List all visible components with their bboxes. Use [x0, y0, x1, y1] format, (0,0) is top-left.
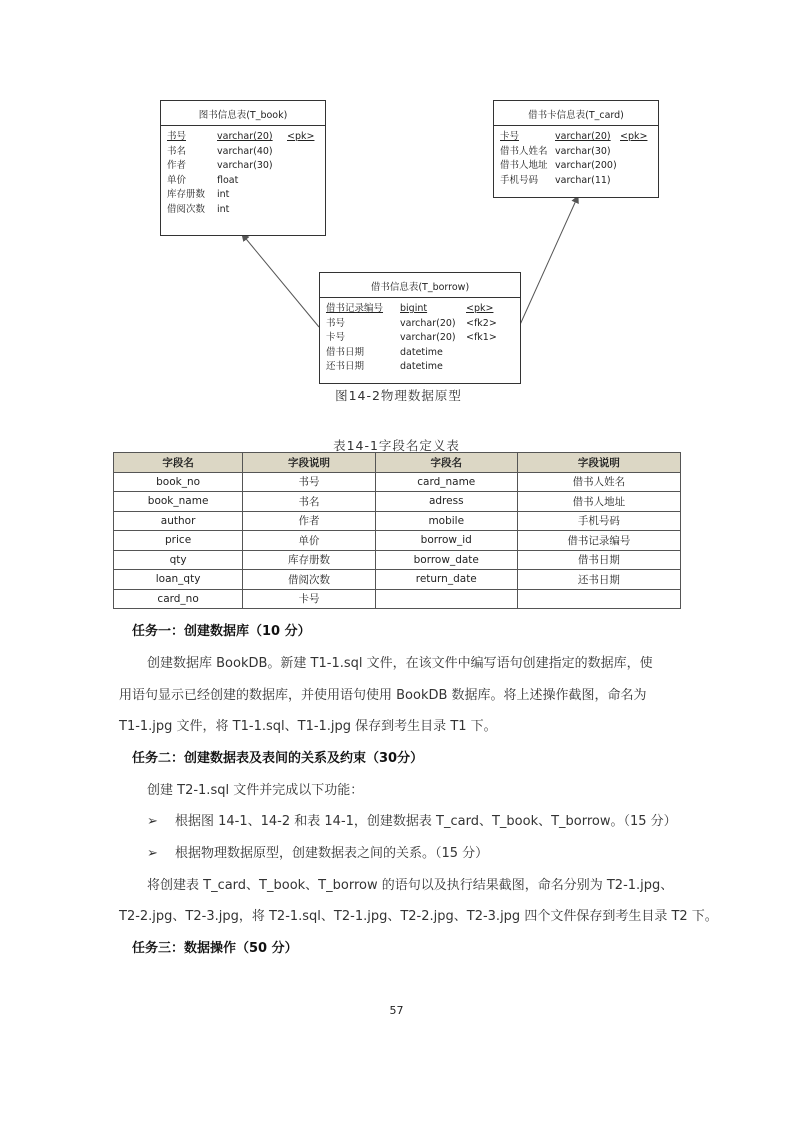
table-cell: author — [114, 511, 243, 531]
bullet-arrow-icon: ➢ — [147, 814, 158, 829]
entity-field-row — [500, 130, 652, 145]
field-name: 借书人地址 — [500, 160, 548, 171]
table-cell: 单价 — [243, 531, 376, 551]
table-row — [114, 550, 681, 570]
table-cell: 作者 — [243, 511, 376, 531]
task1-paragraph-line: 用语句显示已经创建的数据库，并使用语句使用 BookDB 数据库。将上述操作截图，命名为 — [119, 688, 647, 703]
field-name: 单价 — [167, 174, 187, 186]
field-name: 作者 — [167, 160, 187, 171]
field-type: datetime — [400, 361, 443, 372]
table-cell: card_name — [375, 472, 517, 492]
entity-field-row — [500, 145, 652, 160]
field-name: 手机号码 — [500, 174, 539, 186]
field-type: varchar(20) — [555, 131, 611, 142]
field-key: <fk2> — [466, 317, 497, 329]
column-header: 字段说明 — [243, 453, 376, 473]
entity-field-row — [500, 159, 652, 174]
table-cell: 借阅次数 — [243, 570, 376, 590]
borrow-to-card-line — [519, 196, 578, 327]
table-cell: 借书记录编号 — [517, 531, 680, 551]
table-cell: 还书日期 — [517, 570, 680, 590]
field-key: <fk1> — [466, 332, 497, 343]
task1-paragraph-line: T1-1.jpg 文件，将 T1-1.sql、T1-1.jpg 保存到考生目录 T1 下。 — [119, 719, 497, 734]
entity-field-row — [326, 360, 514, 375]
table-cell: mobile — [375, 511, 517, 531]
field-key: <pk> — [466, 303, 494, 314]
task2-heading: 任务二：创建数据表及表间的关系及约束（30分） — [132, 751, 424, 766]
entity-title: 借书信息表(T_borrow) — [320, 273, 520, 298]
field-type: float — [217, 174, 239, 186]
table-cell: 手机号码 — [517, 511, 680, 531]
field-type: varchar(11) — [555, 174, 611, 186]
field-type: varchar(20) — [400, 317, 456, 329]
task1-heading: 任务一：创建数据库（10 分） — [132, 624, 311, 639]
page-number: 57 — [389, 1004, 404, 1017]
entity-title: 图书信息表(T_book) — [161, 101, 325, 126]
table-row — [114, 472, 681, 492]
table-cell: borrow_id — [375, 531, 517, 551]
field-type: datetime — [400, 346, 443, 358]
table-cell: card_no — [114, 589, 243, 609]
entity-field-row — [326, 317, 514, 332]
field-type: int — [217, 189, 230, 200]
entity-title: 借书卡信息表(T_card) — [494, 101, 658, 126]
entity-t-borrow — [319, 272, 521, 384]
field-name: 库存册数 — [167, 189, 206, 200]
entity-field-row — [326, 331, 514, 346]
field-type: bigint — [400, 303, 428, 314]
table-row — [114, 531, 681, 551]
table-caption: 表14-1字段名定义表 — [333, 438, 460, 453]
table-cell: 借书人姓名 — [517, 472, 680, 492]
field-key: <pk> — [620, 131, 648, 142]
column-header: 字段名 — [114, 453, 243, 473]
table-cell: 卡号 — [243, 589, 376, 609]
entity-field-row — [167, 145, 319, 160]
borrow-to-book-line — [242, 234, 319, 327]
table-header-row — [114, 453, 681, 473]
entity-fields — [320, 298, 520, 381]
field-name: 借书日期 — [326, 346, 365, 358]
table-cell: 借书人地址 — [517, 492, 680, 512]
table-cell: 书名 — [243, 492, 376, 512]
table-cell: book_no — [114, 472, 243, 492]
entity-field-row — [167, 130, 319, 145]
field-key: <pk> — [287, 131, 315, 142]
entity-field-row — [167, 188, 319, 203]
table-cell: book_name — [114, 492, 243, 512]
table-row — [114, 492, 681, 512]
entity-t-book — [160, 100, 326, 236]
entity-t-card — [493, 100, 659, 198]
entity-fields — [161, 126, 325, 223]
bullet-item — [147, 844, 717, 864]
field-name: 卡号 — [500, 131, 520, 142]
field-type: varchar(20) — [400, 332, 456, 343]
task2-paragraph-line: T2-2.jpg、T2-3.jpg，将 T2-1.sql、T2-1.jpg、T2-2.jpg、T2-3.jpg 四个文件保存到考生目录 T2 下。 — [119, 909, 718, 924]
field-type: varchar(200) — [555, 160, 617, 171]
entity-fields — [494, 126, 658, 194]
table-row — [114, 589, 681, 609]
table-cell: 借书日期 — [517, 550, 680, 570]
field-name: 还书日期 — [326, 361, 365, 372]
table-cell: 书号 — [243, 472, 376, 492]
column-header: 字段名 — [375, 453, 517, 473]
table-row — [114, 570, 681, 590]
table-cell — [517, 589, 680, 609]
field-type: varchar(30) — [217, 160, 273, 171]
column-header: 字段说明 — [517, 453, 680, 473]
er-diagram — [0, 0, 793, 420]
table-cell: borrow_date — [375, 550, 517, 570]
entity-field-row — [167, 203, 319, 218]
task2-paragraph-line: 将创建表 T_card、T_book、T_borrow 的语句以及执行结果截图，命名分别为 T2-1.jpg、 — [147, 878, 674, 893]
bullet-text: 根据图 14-1、14-2 和表 14-1，创建数据表 T_card、T_book、T_borrow。（15 分） — [175, 814, 677, 829]
field-type: int — [217, 203, 230, 215]
entity-field-row — [167, 159, 319, 174]
field-name: 卡号 — [326, 332, 346, 343]
entity-field-row — [500, 174, 652, 189]
field-definition-table — [113, 452, 681, 609]
table-cell — [375, 589, 517, 609]
field-name: 借书人姓名 — [500, 145, 548, 157]
table-cell: qty — [114, 550, 243, 570]
figure-caption: 图14-2物理数据原型 — [335, 388, 462, 403]
entity-field-row — [167, 174, 319, 189]
field-name: 书号 — [167, 131, 187, 142]
table-cell: adress — [375, 492, 517, 512]
field-type: varchar(30) — [555, 145, 611, 157]
task1-paragraph-line: 创建数据库 BookDB。新建 T1-1.sql 文件，在该文件中编写语句创建指定的数据库，使 — [147, 656, 653, 671]
field-type: varchar(20) — [217, 131, 273, 142]
field-name: 书名 — [167, 145, 187, 157]
table-cell: 库存册数 — [243, 550, 376, 570]
bullet-arrow-icon: ➢ — [147, 846, 158, 861]
table-row — [114, 511, 681, 531]
entity-field-row — [326, 302, 514, 317]
table-cell: price — [114, 531, 243, 551]
bullet-item — [147, 812, 717, 832]
table-cell: loan_qty — [114, 570, 243, 590]
task2-paragraph-line: 创建 T2-1.sql 文件并完成以下功能： — [147, 783, 364, 798]
entity-field-row — [326, 346, 514, 361]
bullet-text: 根据物理数据原型，创建数据表之间的关系。（15 分） — [175, 846, 489, 861]
field-type: varchar(40) — [217, 145, 273, 157]
field-name: 借书记录编号 — [326, 303, 384, 314]
field-name: 书号 — [326, 317, 346, 329]
table-cell: return_date — [375, 570, 517, 590]
field-name: 借阅次数 — [167, 203, 206, 215]
task3-heading: 任务三：数据操作（50 分） — [132, 941, 298, 956]
